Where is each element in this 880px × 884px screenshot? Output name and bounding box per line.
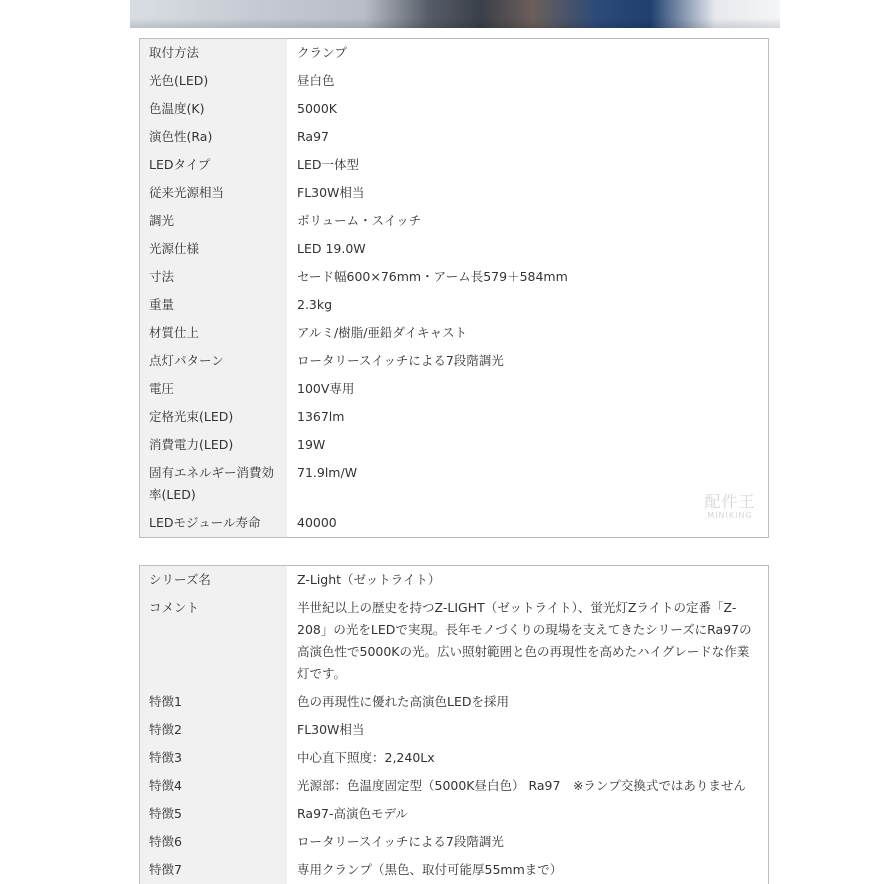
row-value-text: Ra97-高演色モデル xyxy=(297,806,408,821)
row-value xyxy=(287,375,769,403)
row-label xyxy=(140,179,288,207)
row-value xyxy=(287,459,769,509)
row-label xyxy=(140,431,288,459)
row-value-text: LED 19.0W xyxy=(297,241,366,256)
row-value-text: 半世紀以上の歴史を持つZ-LIGHT（ゼットライト）、蛍光灯Zライトの定番「Z-208」の光をLEDで実現。長年モノづくりの現場を支えてきたシリーズにRa97の高演色性で5000Kの光。広い照射範囲と色の再現性を高めたハイグレードな作業灯です。 xyxy=(297,600,752,681)
row-label-text: 定格光束(LED) xyxy=(149,409,234,424)
row-label-text: 光源仕様 xyxy=(149,241,200,256)
table-row xyxy=(140,375,769,403)
table-row xyxy=(140,800,769,828)
table-row xyxy=(140,263,769,291)
row-value-text: 2.3kg xyxy=(297,297,333,312)
table-row xyxy=(140,828,769,856)
row-label-text: 消費電力(LED) xyxy=(149,437,234,452)
row-label-text: 特徴3 xyxy=(149,750,182,765)
table-row xyxy=(140,291,769,319)
row-label xyxy=(140,39,288,68)
row-label xyxy=(140,509,288,538)
row-value xyxy=(287,744,769,772)
row-value xyxy=(287,688,769,716)
row-value xyxy=(287,95,769,123)
table-row xyxy=(140,179,769,207)
row-value-text: LED一体型 xyxy=(297,157,359,172)
row-label-text: 特徴7 xyxy=(149,862,182,877)
table-row xyxy=(140,151,769,179)
row-value xyxy=(287,319,769,347)
row-value xyxy=(287,828,769,856)
row-label-text: 重量 xyxy=(149,297,175,312)
row-value xyxy=(287,291,769,319)
row-label xyxy=(140,688,288,716)
row-label-text: コメント xyxy=(149,600,200,615)
row-value-text: 100V専用 xyxy=(297,381,355,396)
table-row xyxy=(140,347,769,375)
table-row xyxy=(140,207,769,235)
row-label xyxy=(140,151,288,179)
table-row xyxy=(140,95,769,123)
table-row xyxy=(140,123,769,151)
row-label xyxy=(140,67,288,95)
row-value-text: ロータリースイッチによる7段階調光 xyxy=(297,353,504,368)
row-label xyxy=(140,800,288,828)
spec-table xyxy=(139,38,769,538)
row-label xyxy=(140,459,288,509)
row-value-text: 光源部：色温度固定型（5000K昼白色） Ra97 ※ランプ交換式ではありません xyxy=(297,778,746,793)
row-value xyxy=(287,347,769,375)
row-value-text: 1367lm xyxy=(297,409,345,424)
row-value xyxy=(287,235,769,263)
row-value-text: 19W xyxy=(297,437,326,452)
table-row xyxy=(140,431,769,459)
row-label-text: 特徴2 xyxy=(149,722,182,737)
row-label xyxy=(140,772,288,800)
row-value xyxy=(287,800,769,828)
row-value xyxy=(287,772,769,800)
row-label-text: 寸法 xyxy=(149,269,175,284)
row-label-text: LEDモジュール寿命 xyxy=(149,515,261,530)
row-value-text: クランプ xyxy=(297,45,348,60)
feature-table xyxy=(139,565,769,884)
row-label-text: 従来光源相当 xyxy=(149,185,225,200)
row-label-text: 点灯パターン xyxy=(149,353,224,368)
row-value-text: 40000 xyxy=(297,515,337,530)
row-value-text: Z-Light（ゼットライト） xyxy=(297,572,441,587)
row-value xyxy=(287,594,769,688)
table-row xyxy=(140,459,769,509)
row-label-text: 色温度(K) xyxy=(149,101,205,116)
row-value-text: 5000K xyxy=(297,101,338,116)
row-label xyxy=(140,347,288,375)
table-row xyxy=(140,67,769,95)
row-value-text: 71.9lm/W xyxy=(297,465,358,480)
table-row xyxy=(140,509,769,538)
row-value-text: 色の再現性に優れた高演色LEDを採用 xyxy=(297,694,509,709)
row-label xyxy=(140,291,288,319)
row-value xyxy=(287,39,769,68)
row-label-text: 取付方法 xyxy=(149,45,200,60)
row-value-text: アルミ/樹脂/亜鉛ダイキャスト xyxy=(297,325,468,340)
row-label-text: 光色(LED) xyxy=(149,73,209,88)
row-label-text: 演色性(Ra) xyxy=(149,129,213,144)
row-value-text: 中心直下照度：2,240Lx xyxy=(297,750,435,765)
row-value xyxy=(287,566,769,595)
watermark-main: 配件王 xyxy=(704,492,756,511)
row-value-text: セード幅600×76mm・アーム長579＋584mm xyxy=(297,269,568,284)
row-value xyxy=(287,67,769,95)
row-label xyxy=(140,95,288,123)
table-row xyxy=(140,235,769,263)
product-photo-strip xyxy=(130,0,780,28)
row-label-text: 材質仕上 xyxy=(149,325,200,340)
row-value xyxy=(287,179,769,207)
row-value xyxy=(287,263,769,291)
row-label-text: 特徴4 xyxy=(149,778,182,793)
row-label xyxy=(140,828,288,856)
row-label xyxy=(140,566,288,595)
row-label-text: 特徴6 xyxy=(149,834,182,849)
table-row xyxy=(140,594,769,688)
row-value-text: FL30W相当 xyxy=(297,185,365,200)
table-row xyxy=(140,566,769,595)
table-row xyxy=(140,319,769,347)
row-label xyxy=(140,235,288,263)
row-value-text: ボリューム・スイッチ xyxy=(297,213,422,228)
row-label xyxy=(140,319,288,347)
row-value-text: ロータリースイッチによる7段階調光 xyxy=(297,834,504,849)
watermark-sub: MINIKING xyxy=(707,511,753,520)
table-row xyxy=(140,403,769,431)
row-value-text: FL30W相当 xyxy=(297,722,365,737)
row-value xyxy=(287,716,769,744)
row-label-text: シリーズ名 xyxy=(149,572,211,587)
row-label xyxy=(140,123,288,151)
row-value xyxy=(287,207,769,235)
row-value xyxy=(287,509,769,538)
row-label xyxy=(140,207,288,235)
row-label xyxy=(140,263,288,291)
row-label xyxy=(140,744,288,772)
table-row xyxy=(140,688,769,716)
row-label xyxy=(140,403,288,431)
table-row xyxy=(140,744,769,772)
row-label xyxy=(140,716,288,744)
row-value xyxy=(287,123,769,151)
row-value-text: Ra97 xyxy=(297,129,329,144)
row-label-text: LEDタイプ xyxy=(149,157,211,172)
table-row xyxy=(140,716,769,744)
row-label-text: 固有エネルギー消費効率(LED) xyxy=(149,465,275,502)
table-row xyxy=(140,39,769,68)
row-label-text: 特徴1 xyxy=(149,694,182,709)
row-value xyxy=(287,431,769,459)
row-label xyxy=(140,375,288,403)
table-row xyxy=(140,772,769,800)
row-label-text: 調光 xyxy=(149,213,175,228)
row-label xyxy=(140,594,288,688)
row-value-text: 専用クランプ（黒色、取付可能厚55mmまで） xyxy=(297,862,563,877)
row-value xyxy=(287,151,769,179)
row-label-text: 電圧 xyxy=(149,381,175,396)
row-value-text: 昼白色 xyxy=(297,73,335,88)
row-label-text: 特徴5 xyxy=(149,806,182,821)
row-value xyxy=(287,403,769,431)
